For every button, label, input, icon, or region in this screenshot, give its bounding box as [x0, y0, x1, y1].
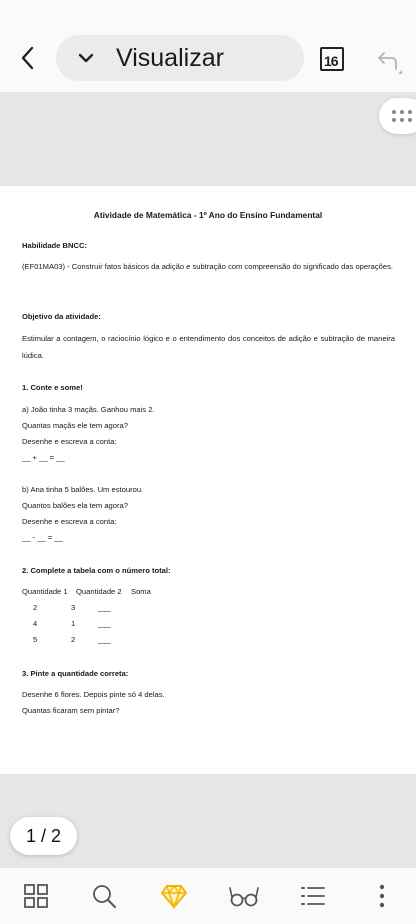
reading-mode-glasses-icon[interactable]	[229, 882, 259, 910]
objetivo-heading: Objetivo da atividade:	[22, 312, 101, 321]
page-indicator[interactable]: 1 / 2	[10, 817, 77, 855]
page-layout-icon[interactable]	[320, 47, 344, 71]
objetivo-text: Estimular a contagem, o raciocínio lógico e o entendimento dos conceitos de adição e subtração de maneira lúdica.	[22, 334, 395, 360]
view-mode-selector[interactable]	[56, 35, 304, 81]
table-cell: ___	[98, 619, 111, 628]
table-header-q2: Quantidade 2	[76, 587, 122, 596]
q1b-line-3: Desenhe e escreva a conta:	[22, 517, 117, 526]
dots-grid-icon	[391, 107, 413, 125]
q1a-line-3: Desenhe e escreva a conta:	[22, 437, 117, 446]
more-options-button[interactable]	[379, 98, 416, 134]
q1b-line-2: Quantos balões ela tem agora?	[22, 501, 128, 510]
list-outline-icon[interactable]	[299, 882, 327, 910]
bottom-navigation	[0, 868, 416, 924]
table-cell: 2	[33, 603, 38, 612]
habilidade-text: (EF01MA03) - Construir fatos básicos da adição e subtração com compreensão do significado das operações.	[22, 262, 394, 271]
table-cell: ___	[98, 603, 111, 612]
habilidade-heading: Habilidade BNCC:	[22, 241, 87, 250]
table-cell: ___	[98, 635, 111, 644]
document-page[interactable]	[0, 186, 416, 774]
q1b-blank: __ - __ = __	[22, 533, 63, 542]
view-mode-label: Visualizar	[116, 44, 224, 72]
table-cell: 4	[33, 619, 38, 628]
chevron-down-icon	[76, 48, 96, 68]
premium-diamond-icon[interactable]	[160, 882, 188, 910]
page-layout-icon-text: 16	[324, 53, 338, 69]
table-cell: 2	[71, 635, 76, 644]
q3-line-1: Desenhe 6 flores. Depois pinte só 4 delas.	[22, 690, 165, 699]
q3-line-2: Quantas ficaram sem pintar?	[22, 706, 120, 715]
question-2-heading: 2. Complete a tabela com o número total:	[22, 566, 171, 575]
search-icon[interactable]	[90, 882, 118, 910]
table-header-soma: Soma	[131, 587, 151, 596]
question-1-heading: 1. Conte e some!	[22, 383, 83, 392]
more-vertical-icon[interactable]	[368, 882, 396, 910]
document-title: Atividade de Matemática - 1º Ano do Ensino Fundamental	[93, 210, 323, 220]
undo-icon[interactable]	[376, 48, 402, 74]
top-toolbar	[0, 0, 416, 92]
q1a-blank: __ + __ = __	[22, 453, 65, 462]
q1a-line-2: Quantas maçãs ele tem agora?	[22, 421, 128, 430]
table-cell: 5	[33, 635, 38, 644]
table-cell: 3	[71, 603, 76, 612]
back-arrow-icon[interactable]	[18, 44, 38, 72]
grid-view-icon[interactable]	[22, 882, 50, 910]
q1b-line-1: b) Ana tinha 5 balões. Um estourou.	[22, 485, 144, 494]
q1a-line-1: a) João tinha 3 maçãs. Ganhou mais 2.	[22, 405, 155, 414]
table-header-q1: Quantidade 1	[22, 587, 68, 596]
question-3-heading: 3. Pinte a quantidade correta:	[22, 669, 129, 678]
table-cell: 1	[71, 619, 76, 628]
